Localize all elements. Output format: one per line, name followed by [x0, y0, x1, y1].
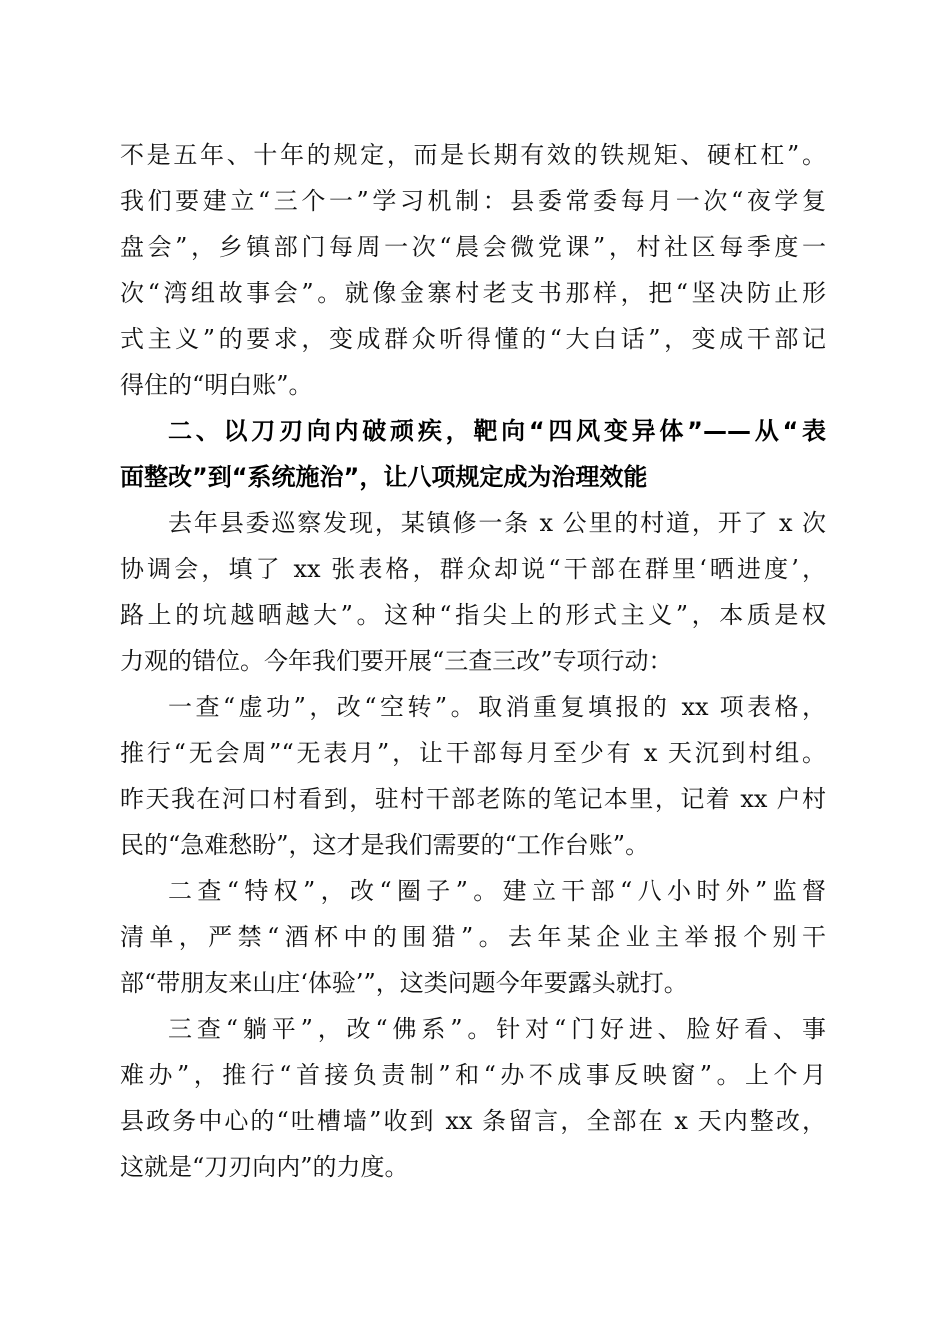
text-line: 这就是“刀刃向内”的力度。 — [120, 1153, 409, 1181]
text-line: 清单，严禁“酒杯中的围猎”。去年某企业主举报个别干 — [120, 923, 826, 951]
text-line: 得住的“明白账”。 — [120, 371, 313, 399]
text-line: 次“湾组故事会”。就像金寨村老支书那样，把“坚决防止形 — [120, 279, 826, 307]
text-line: 式主义”的要求，变成群众听得懂的“大白话”，变成干部记 — [120, 325, 826, 353]
heading-line: 面整改”到“系统施治”，让八项规定成为治理效能 — [120, 463, 648, 491]
text-line: 去年县委巡察发现，某镇修一条 x 公里的村道，开了 x 次 — [168, 509, 826, 537]
text-line: 协调会，填了 xx 张表格，群众却说“干部在群里‘晒进度’， — [120, 555, 826, 583]
paragraph-study-mechanism — [120, 132, 826, 408]
text-line: 二查“特权”，改“圈子”。建立干部“八小时外”监督 — [168, 877, 826, 905]
text-line: 路上的坑越晒越大”。这种“指尖上的形式主义”，本质是权 — [120, 601, 826, 629]
text-line: 昨天我在河口村看到，驻村干部老陈的笔记本里，记着 xx 户村 — [120, 785, 826, 813]
document-body — [120, 132, 826, 1190]
heading-line: 二、以刀刃向内破顽疾，靶向“四风变异体”——从“表 — [168, 417, 826, 445]
text-line: 盘会”，乡镇部门每周一次“晨会微党课”，村社区每季度一 — [120, 233, 826, 261]
paragraph-check-two — [120, 868, 826, 1006]
section-heading — [120, 408, 826, 500]
paragraph-inspection-finding — [120, 500, 826, 684]
text-line: 三查“躺平”，改“佛系”。针对“门好进、脸好看、事 — [168, 1015, 826, 1043]
paragraph-check-one — [120, 684, 826, 868]
text-line: 不是五年、十年的规定，而是长期有效的铁规矩、硬杠杠”。 — [120, 141, 826, 169]
text-line: 部“带朋友来山庄‘体验’”，这类问题今年要露头就打。 — [120, 969, 688, 997]
text-line: 难办”，推行“首接负责制”和“办不成事反映窗”。上个月 — [120, 1061, 826, 1089]
text-line: 县政务中心的“吐槽墙”收到 xx 条留言，全部在 x 天内整改， — [120, 1107, 826, 1135]
text-line: 推行“无会周”“无表月”，让干部每月至少有 x 天沉到村组。 — [120, 739, 826, 767]
text-line: 民的“急难愁盼”，这才是我们需要的“工作台账”。 — [120, 831, 650, 859]
text-line: 一查“虚功”，改“空转”。取消重复填报的 xx 项表格， — [168, 693, 826, 721]
text-line: 力观的错位。今年我们要开展“三查三改”专项行动： — [120, 647, 673, 675]
text-line: 我们要建立“三个一”学习机制：县委常委每月一次“夜学复 — [120, 187, 826, 215]
paragraph-check-three — [120, 1006, 826, 1190]
